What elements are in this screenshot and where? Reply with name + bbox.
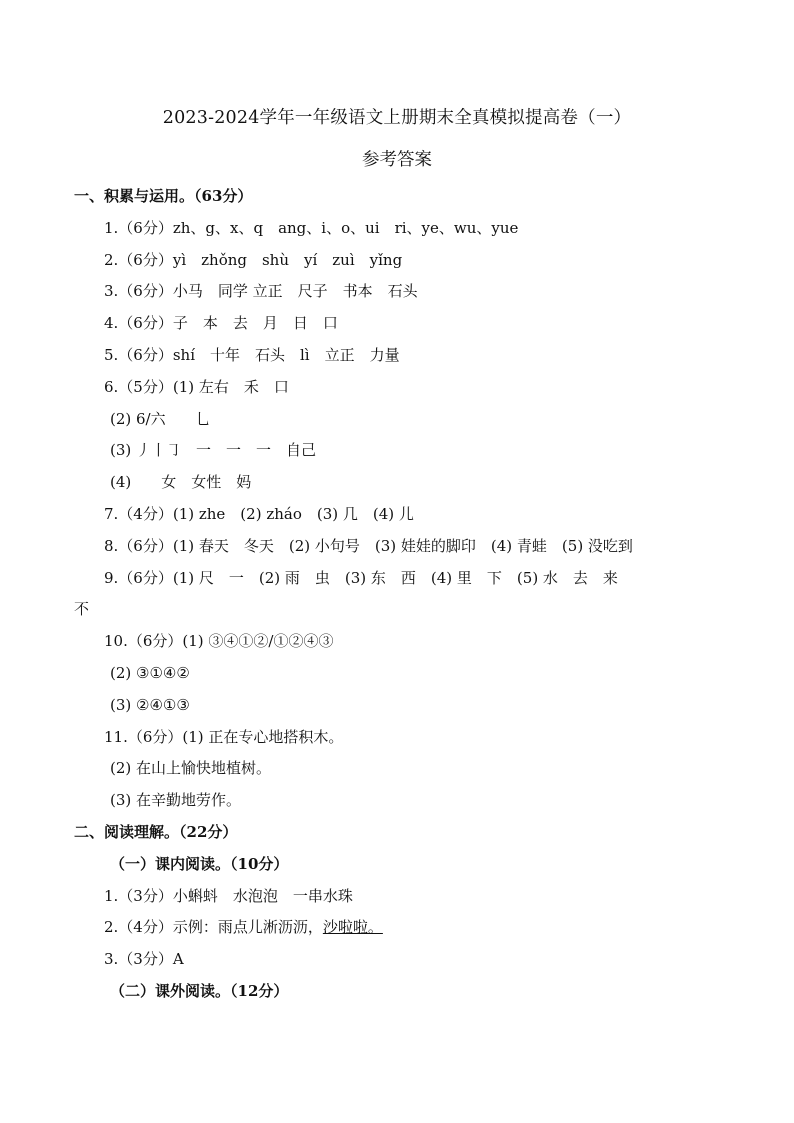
answer-line: 1.（3分）小蝌蚪 水泡泡 一串水珠 bbox=[104, 887, 353, 905]
subsection-heading-1: （一）课内阅读。（10分） bbox=[110, 855, 289, 873]
subsection-heading-2: （二）课外阅读。（12分） bbox=[110, 982, 289, 1000]
answer-line: 8.（6分）(1) 春天 冬天 (2) 小句号 (3) 娃娃的脚印 (4) 青蛙 (5) 没吃到 bbox=[104, 537, 633, 555]
answer-line: 2.（6分）yì zhǒng shù yí zuì yǐng bbox=[104, 251, 403, 269]
answer-line: 10.（6分）(1) ③④①②/①②④③ bbox=[104, 632, 334, 650]
answer-line: 5.（6分）shí 十年 石头 lì 立正 力量 bbox=[104, 346, 400, 364]
answer-subline: (3) 在辛勤地劳作。 bbox=[110, 791, 242, 809]
section-heading-2: 二、阅读理解。（22分） bbox=[74, 823, 238, 841]
answer-line: 9.（6分）(1) 尺 一 (2) 雨 虫 (3) 东 西 (4) 里 下 (5) 水 去 来 bbox=[104, 569, 618, 587]
answer-subline: (2) 6/六 乚 bbox=[110, 410, 211, 428]
answer-text: 2.（4分）示例：雨点儿淅沥沥， bbox=[104, 918, 323, 936]
answer-subline: (2) 在山上愉快地植树。 bbox=[110, 759, 272, 777]
answer-subline: (3) 丿丨㇆ 一 一 一 自己 bbox=[110, 441, 317, 459]
answer-line-wrap: 不 bbox=[74, 600, 90, 618]
answer-line: 3.（3分）A bbox=[104, 950, 184, 968]
answer-subline: (4) 女 女性 妈 bbox=[110, 473, 252, 491]
underlined-answer: 沙啦啦。 bbox=[322, 918, 383, 936]
answer-line: 3.（6分）小马 同学 立正 尺子 书本 石头 bbox=[104, 282, 418, 300]
answer-line: 7.（4分）(1) zhe (2) zháo (3) 几 (4) 儿 bbox=[104, 505, 414, 523]
answer-line: 6.（5分）(1) 左右 禾 口 bbox=[104, 378, 289, 396]
answer-subline: (3) ②④①③ bbox=[110, 696, 190, 714]
document-title: 2023-2024学年一年级语文上册期末全真模拟提高卷（一） bbox=[162, 108, 632, 128]
answer-subline: (2) ③①④② bbox=[110, 664, 190, 682]
section-heading-1: 一、积累与运用。（63分） bbox=[74, 187, 253, 205]
answer-line: 4.（6分）子 本 去 月 日 口 bbox=[104, 314, 338, 332]
answer-line: 11.（6分）(1) 正在专心地搭积木。 bbox=[104, 728, 344, 746]
answer-line bbox=[104, 917, 383, 937]
document-subtitle: 参考答案 bbox=[362, 150, 432, 170]
answer-line: 1.（6分）zh、g、x、q ang、i、o、ui ri、ye、wu、yue bbox=[104, 219, 519, 237]
